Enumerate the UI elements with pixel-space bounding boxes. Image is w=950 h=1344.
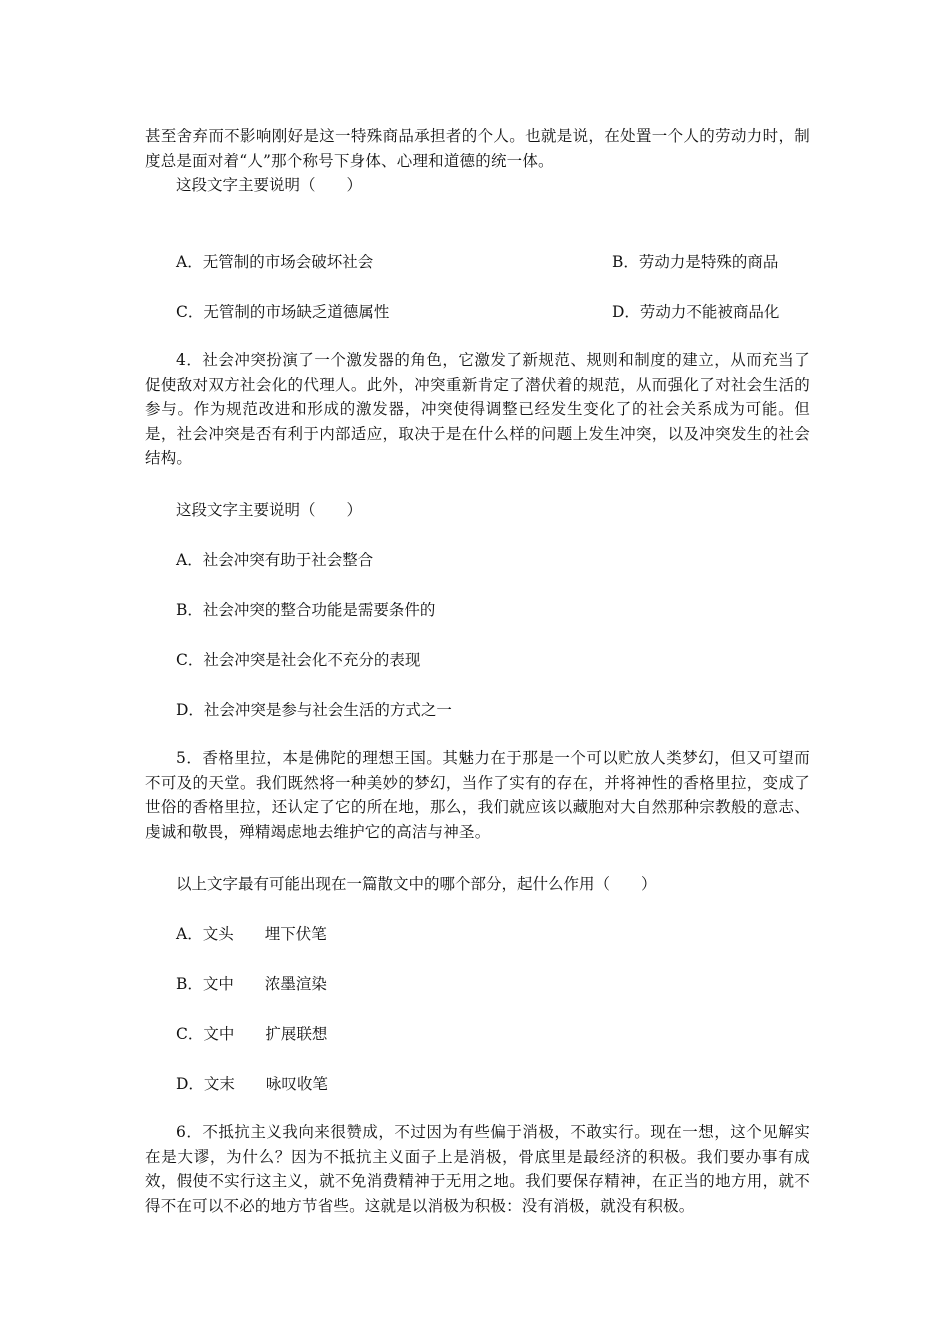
q5-passage: 5．香格里拉，本是佛陀的理想王国。其魅力在于那是一个可以贮放人类梦幻，但又可望而不可及的天堂。我们既然将一种美妙的梦幻，当作了实有的存在，并将神性的香格里拉，变成了世俗的香格里拉，还认定了它的所在地，那么，我们就应该以藏胞对大自然那种宗教般的意志、虔诚和敬畏，殚精竭虑地去维护它的高洁与神圣。 — [145, 749, 810, 841]
q4-option-d: D．社会冲突是参与社会生活的方式之一 — [176, 701, 452, 719]
q4-option-b: B．社会冲突的整合功能是需要条件的 — [176, 601, 436, 619]
q3-option-b: B．劳动力是特殊的商品 — [612, 253, 779, 271]
q4-prompt: 这段文字主要说明（ ） — [176, 501, 363, 519]
q4-option-c: C．社会冲突是社会化不充分的表现 — [176, 651, 421, 669]
intro-paragraph: 甚至舍弃而不影响刚好是这一特殊商品承担者的个人。也就是说，在处置一个人的劳动力时，制度总是面对着“人”那个称号下身体、心理和道德的统一体。 — [145, 127, 810, 170]
q5-prompt: 以上文字最有可能出现在一篇散文中的哪个部分，起什么作用（ ） — [176, 875, 657, 893]
q5-option-d: D．文末 咏叹收笔 — [176, 1075, 328, 1093]
q5-option-a: A．文头 埋下伏笔 — [176, 925, 327, 943]
q3-option-c: C．无管制的市场缺乏道德属性 — [176, 303, 390, 321]
q5-option-b: B．文中 浓墨渲染 — [176, 975, 327, 993]
q3-prompt: 这段文字主要说明（ ） — [176, 176, 363, 194]
q4-option-a: A．社会冲突有助于社会整合 — [176, 551, 374, 569]
q4-passage: 4．社会冲突扮演了一个激发器的角色，它激发了新规范、规则和制度的建立，从而充当了促使敌对双方社会化的代理人。此外，冲突重新肯定了潜伏着的规范，从而强化了对社会生活的参与。作为规范改进和形成的激发器，冲突使得调整已经发生变化了的社会关系成为可能。但是，社会冲突是否有利于内部适应，取决于是在什么样的问题上发生冲突，以及冲突发生的社会结构。 — [145, 351, 810, 467]
q3-option-d: D．劳动力不能被商品化 — [612, 303, 780, 321]
q3-option-a: A．无管制的市场会破坏社会 — [176, 253, 374, 271]
q5-option-c: C．文中 扩展联想 — [176, 1025, 328, 1043]
q6-passage: 6．不抵抗主义我向来很赞成，不过因为有些偏于消极，不敢实行。现在一想，这个见解实在是大谬，为什么？因为不抵抗主义面子上是消极，骨底里是最经济的积极。我们要办事有成效，假使不实行这主义，就不免消费精神于无用之地。我们要保存精神，在正当的地方用，就不得不在可以不必的地方节省些。这就是以消极为积极：没有消极，就没有积极。 — [145, 1123, 810, 1215]
